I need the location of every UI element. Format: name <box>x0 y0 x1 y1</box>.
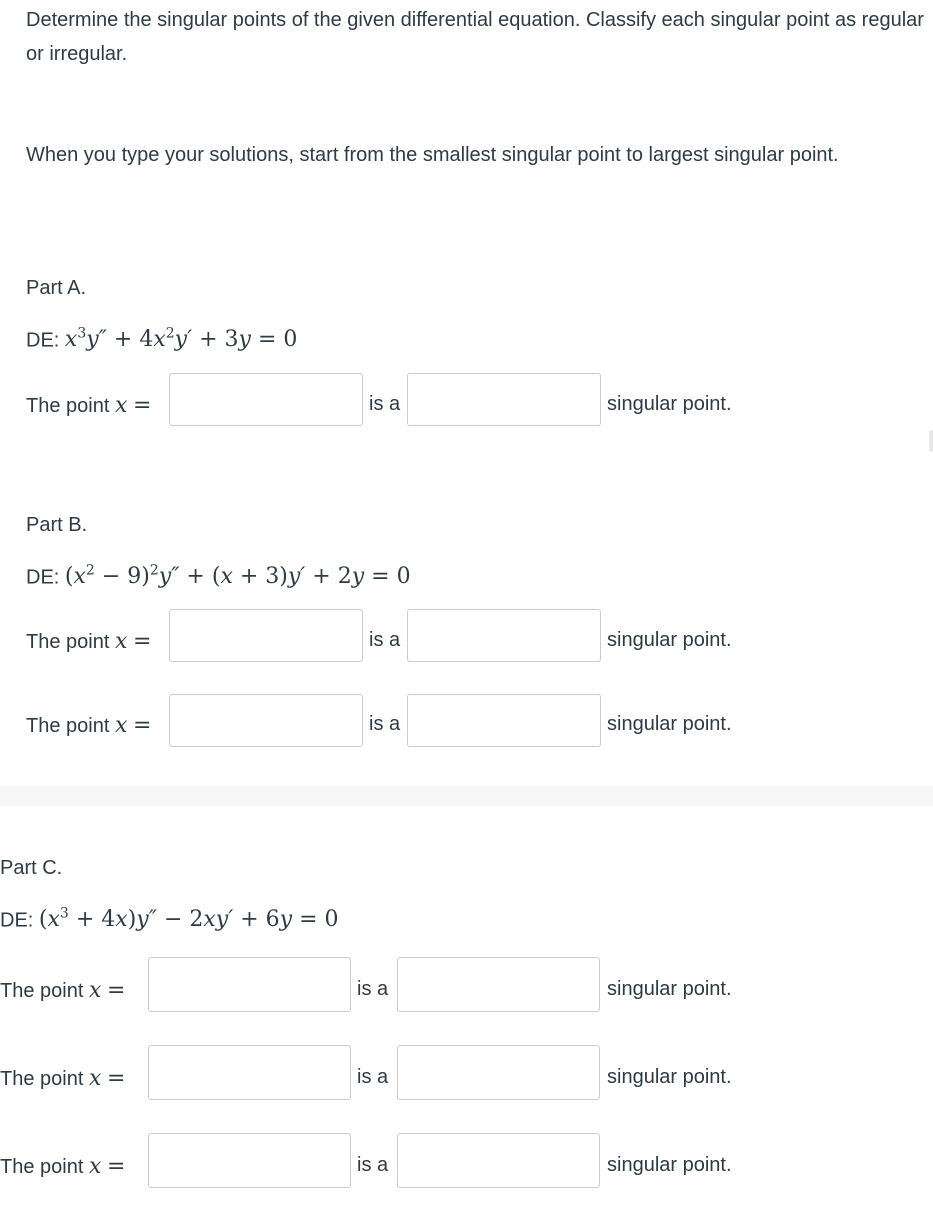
part-c-de-prefix: DE: <box>0 909 34 932</box>
part-b-row1-suffix: singular point. <box>607 629 732 651</box>
part-c-equation <box>0 906 339 932</box>
part-b-equation <box>26 563 411 589</box>
part-b-point2-input[interactable] <box>169 694 363 747</box>
part-a-row1-label: The point x = <box>26 393 152 418</box>
part-c-equation-math: $(x^3 + 4x)y'' - 2xy' + 6y = 0$ <box>38 906 339 933</box>
scroll-edge-marker <box>929 430 933 452</box>
part-a-title: Part A. <box>26 277 87 299</box>
part-b-row1-label: The point x = <box>26 629 152 654</box>
part-c-point2-input[interactable] <box>148 1045 351 1100</box>
part-b-row2-label: The point x = <box>26 713 152 738</box>
part-b-row1-is-a: is a <box>369 629 401 651</box>
part-c-point1-type-input[interactable] <box>397 957 600 1012</box>
part-c-point3-input[interactable] <box>148 1133 351 1188</box>
part-c-row2-is-a: is a <box>357 1066 389 1088</box>
ordering-instructions-text: When you type your solutions, start from the smallest singular point to largest singular point. <box>26 144 839 166</box>
part-c-point1-input[interactable] <box>148 957 351 1012</box>
part-b-point2-type-input[interactable] <box>407 694 601 747</box>
part-a-equation <box>26 326 297 352</box>
part-b-point1-input[interactable] <box>169 609 363 662</box>
part-c-row2-label: The point x = <box>0 1066 126 1091</box>
part-c-row3-is-a: is a <box>357 1154 389 1176</box>
section-divider <box>0 786 933 806</box>
part-a-de-prefix: DE: <box>26 329 60 352</box>
part-b-row2-is-a: is a <box>369 713 401 735</box>
part-c-point3-type-input[interactable] <box>397 1133 600 1188</box>
part-c-title: Part C. <box>0 857 63 879</box>
part-c-row3-suffix: singular point. <box>607 1154 732 1176</box>
part-c-row2-suffix: singular point. <box>607 1066 732 1088</box>
part-c-row1-label: The point x = <box>0 978 126 1003</box>
part-a-equation-math: $x^3y'' + 4x^2y' + 3y = 0$ <box>64 326 298 353</box>
part-a-point1-type-input[interactable] <box>407 373 601 426</box>
instructions-text: Determine the singular points of the given differential equation. Classify each singular point as regular or irregular. <box>26 9 924 65</box>
part-b-de-prefix: DE: <box>26 566 60 589</box>
part-c-point2-type-input[interactable] <box>397 1045 600 1100</box>
part-c-row3-label: The point x = <box>0 1154 126 1179</box>
part-a-row1-suffix: singular point. <box>607 393 732 415</box>
part-c-row1-suffix: singular point. <box>607 978 732 1000</box>
part-b-title: Part B. <box>26 514 88 536</box>
part-c-row1-is-a: is a <box>357 978 389 1000</box>
part-b-equation-math: $(x^2 - 9)^2y'' + (x + 3)y' + 2y = 0$ <box>64 563 411 590</box>
part-b-point1-type-input[interactable] <box>407 609 601 662</box>
part-a-point1-input[interactable] <box>169 373 363 426</box>
part-a-row1-is-a: is a <box>369 393 401 415</box>
part-b-row2-suffix: singular point. <box>607 713 732 735</box>
